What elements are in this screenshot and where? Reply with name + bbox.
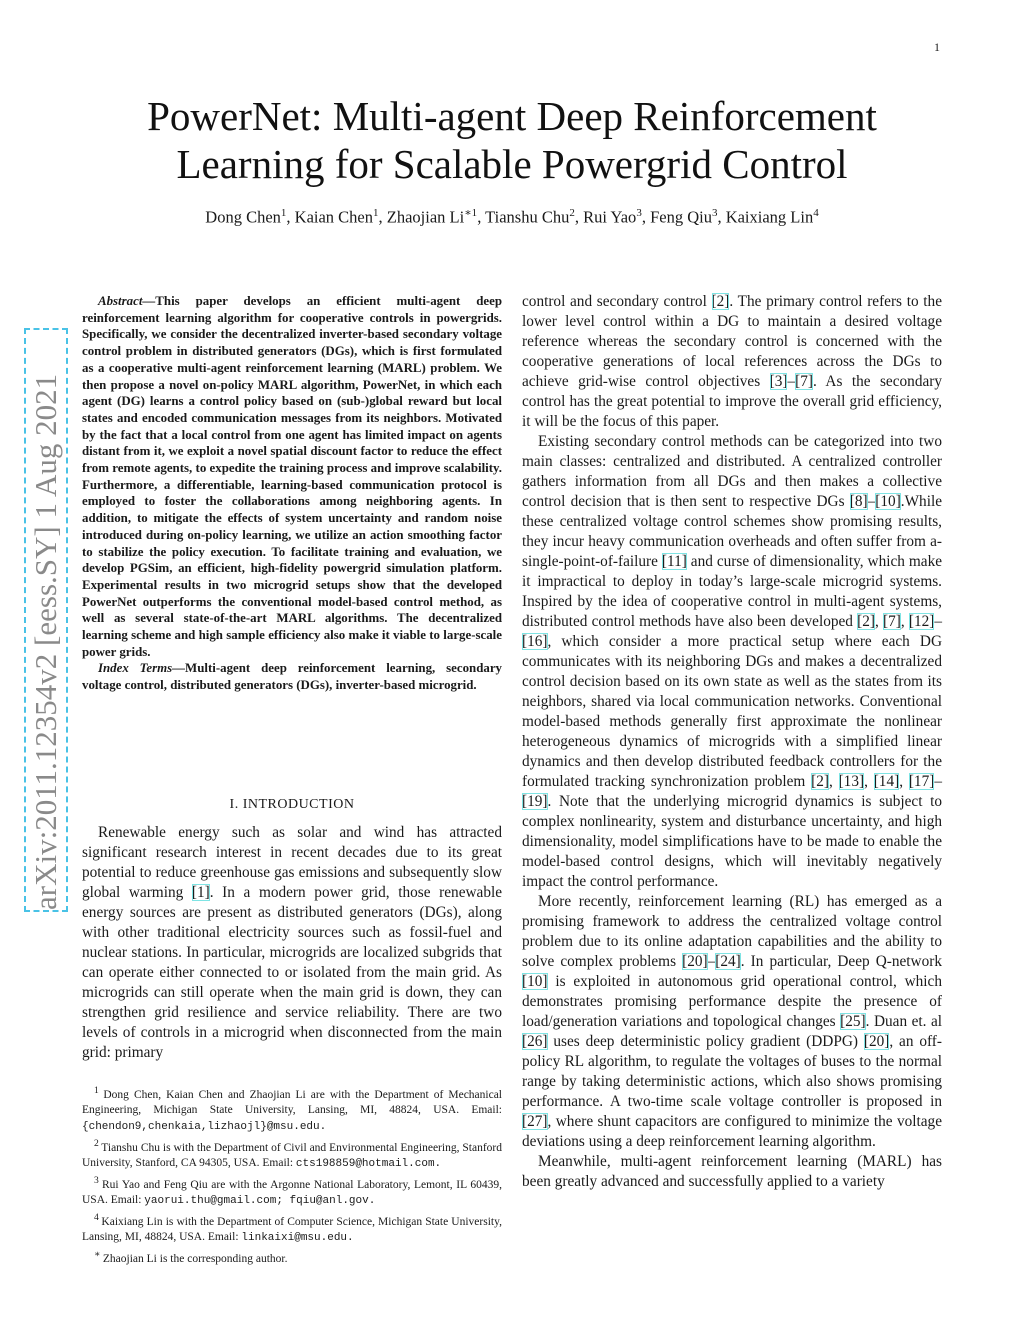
index-terms-label: Index Terms— xyxy=(98,661,186,676)
body-paragraph: More recently, reinforcement learning (RL) has emerged as a promising framework to address the centralized voltage control problem due to its online adaptation capabilities and the ability to solve complex problems [20]–[24]. In particular, Deep Q-network [10] is exploited in autonomous grid operational control, which demonstrates promising performance despite the presence of load/generation variations and topological changes [25]. Duan et. al [26] uses deep deterministic policy gradient (DDPG) [20], an off-policy RL algorithm, to regulate the voltages of buses to the normal range by taking deterministic actions, which also shows promising performance. A two-time scale voltage controller is proposed in [27], where shunt capacitors are configured to minimize the voltage deviations using a deep reinforcement learning algorithm. xyxy=(522,893,942,1150)
citation-link[interactable]: [7] xyxy=(795,373,813,390)
paper-title xyxy=(0,92,1024,188)
intro-paragraph xyxy=(82,823,502,1063)
body-paragraph: Meanwhile, multi-agent reinforcement learning (MARL) has been greatly advanced and successfully applied to a variety xyxy=(522,1153,942,1190)
footnote: $^2$ Tianshu Chu is with the Department of Civil and Environmental Engineering, Stanford University, Stanford, CA 94305, USA. Email: cts198859@hotmail.com. xyxy=(82,1137,502,1171)
citation-link[interactable]: [8] xyxy=(849,493,868,510)
section-heading: I. INTRODUCTION xyxy=(229,797,355,812)
index-terms-text: Multi-agent deep reinforcement learning, secondary voltage control, distributed generators (DGs), inverter-based microgrid. xyxy=(82,661,502,693)
citation-link[interactable]: [2] xyxy=(711,293,730,310)
body-paragraph: control and secondary control [2]. The primary control refers to the lower level control within a DG to maintain a desired voltage reference whereas the secondary control is concerned with the cooperative generations of local references across the DGs to achieve grid-wise control objectives [3]–[7]. As the secondary control has the great potential to improve the overall grid efficiency, it will be the focus of this paper. xyxy=(522,293,942,430)
citation-link[interactable]: [2] xyxy=(857,613,875,630)
author-affiliation-mark: 3 xyxy=(711,207,718,219)
abstract xyxy=(82,293,502,694)
footnote: $^4$ Kaixiang Lin is with the Department of Computer Science, Michigan State University, Lansing, MI, 48824, USA. Email: linkaixi@msu.edu. xyxy=(82,1211,502,1245)
citation-link[interactable]: [17] xyxy=(908,773,935,790)
author-name: Dong Chen xyxy=(205,207,281,227)
arxiv-identifier[interactable]: arXiv:2011.12354v2 [eess.SY] 1 Aug 2021 xyxy=(16,320,76,920)
citation-link[interactable]: [3] xyxy=(769,373,788,390)
citation-link[interactable]: [10] xyxy=(522,973,548,990)
title-line-1: PowerNet: Multi-agent Deep Reinforcement xyxy=(147,93,877,139)
page-number: 1 xyxy=(934,40,940,54)
footnote: ∗ Zhaojian Li is the corresponding author. xyxy=(94,1248,288,1265)
citation-link[interactable]: [27] xyxy=(522,1113,548,1130)
footnote-email[interactable]: {chendon9,chenkaia,lizhaojl}@msu.edu. xyxy=(82,1121,327,1134)
author-name: Kaixiang Lin xyxy=(725,207,814,227)
citation-link[interactable]: [11] xyxy=(661,553,687,570)
body-paragraph: Existing secondary control methods can be categorized into two main classes: centralized and distributed. A centralized controller gathers information from all DGs and then makes a collective control decision that is then sent to respective DGs [8]–[10].While these centralized voltage control schemes show promising results, they incur heavy communication overheads and often suffer from a-single-point-of-failure [11] and curse of dimensionality, which make it impractical to deploy in today’s large-scale microgrid systems. Inspired by the idea of cooperative control in multi-agent systems, distributed control methods have also been developed [2], [7], [12]–[16], which consider a more practical setup where each DG communicates with its neighboring DGs and makes a decentralized control decision based on its own state as well as the states from its neighbors, shared via local communication networks. Conventional model-based methods generally first approximate the nonlinear heterogeneous dynamics of microgrids with a simplified linear dynamics and then develop distributed feedback controllers for the formulated tracking synchronization problem [2], [13], [14], [17]–[19]. Note that the underlying microgrid dynamics is subject to complex nonlinearity, system and disturbance uncertainty, and high dimensionality, model simplifications have to be made to enable the model-based control designs, which will inevitably negatively impact the control performance. xyxy=(522,433,943,890)
citation-link[interactable]: [20] xyxy=(682,953,708,970)
author-affiliation-mark: ∗1 xyxy=(464,207,478,219)
citation-link[interactable]: [24] xyxy=(715,953,741,970)
citation-link[interactable]: [10] xyxy=(875,493,901,510)
author-affiliation-mark: 3 xyxy=(636,207,642,219)
abstract-label: Abstract— xyxy=(98,294,156,308)
author-list: Dong Chen$^1$, Kaian Chen$^1$, Zhaojian $Li^{∗1}$, Tianshu Chu$^2$, Rui Yao$^3$, Feng Qiu$^3$, Kaixiang Lin$^4$ xyxy=(205,207,819,227)
citation-link[interactable]: [16] xyxy=(522,633,548,650)
footnotes xyxy=(82,1083,502,1267)
citation-link[interactable]: [7] xyxy=(882,613,901,630)
citation-link[interactable]: [19] xyxy=(522,793,548,810)
author-affiliation-mark: 1 xyxy=(280,207,287,219)
citation-link[interactable]: [25] xyxy=(840,1013,866,1030)
citation-link[interactable]: [20] xyxy=(863,1033,890,1050)
intro-text: Renewable energy such as solar and wind has attracted significant research interest in recent decades due to its great potential to reduce greenhouse gas emissions and subsequently slow global warming [1]. In a modern power grid, those renewable energy sources are present as distributed generators (DGs), along with other traditional electricity sources such as fossil-fuel and nuclear stations. In particular, microgrids are localized subgrids that can operate either connected to or isolated from the main grid. As microgrids can still operate when the main grid is down, they can strengthen grid resilience and service reliability. There are two levels of controls in a microgrid when disconnected from the main grid: primary xyxy=(82,824,503,1061)
footnote-email[interactable]: cts198859@hotmail.com. xyxy=(295,1158,442,1171)
citation-link[interactable]: [1] xyxy=(191,884,210,901)
citation-link[interactable]: [13] xyxy=(838,773,865,790)
citation-link[interactable]: [26] xyxy=(522,1033,548,1050)
author-name: Tianshu Chu xyxy=(485,207,570,227)
right-column xyxy=(522,292,942,1192)
author-affiliation-mark: 1 xyxy=(373,207,379,219)
author-name: Rui Yao xyxy=(583,207,637,227)
author-name: Zhaojian Li xyxy=(386,207,465,227)
author-name: Feng Qiu xyxy=(650,207,712,227)
citation-link[interactable]: [12] xyxy=(908,613,935,630)
author-name: Kaian Chen xyxy=(294,207,374,227)
title-line-2: Learning for Scalable Powergrid Control xyxy=(176,141,848,187)
footnote-email[interactable]: linkaixi@msu.edu. xyxy=(241,1232,354,1245)
footnote: $^3$ Rui Yao and Feng Qiu are with the Argonne National Laboratory, Lemont, IL 60439, USA. Email: yaorui.thu@gmail.com; fqiu@anl.gov. xyxy=(82,1174,502,1208)
author-affiliation-mark: 4 xyxy=(813,207,819,219)
author-affiliation-mark: 2 xyxy=(569,207,575,219)
footnote-email[interactable]: yaorui.thu@gmail.com; fqiu@anl.gov. xyxy=(144,1195,376,1208)
citation-link[interactable]: [2] xyxy=(811,773,829,790)
footnote: $^1$ Dong Chen, Kaian Chen and Zhaojian Li are with the Department of Mechanical Engineering, Michigan State University, Lansing, MI, 48824, USA. Email: {chendon9,chenkaia,lizhaojl}@msu.edu. xyxy=(82,1085,503,1134)
citation-link[interactable]: [14] xyxy=(873,773,900,790)
abstract-text: This paper develops an efficient multi-agent deep reinforcement learning algorithm for cooperative controls in powergrids. Specifically, we consider the decentralized inverter-based secondary voltage control problem in distributed generators (DGs), which is first formulated as a cooperative multi-agent reinforcement learning (MARL) problem. We then propose a novel on-policy MARL algorithm, PowerNet, in which each agent (DG) learns a control policy based on (sub-)global reward but local states and encoded communication messages from its neighbors. Motivated by the fact that a local control from one agent has limited impact on agents distant from it, we exploit a novel spatial discount factor to reduce the effect from remote agents, to expedite the training process and improve scalability. Furthermore, a differentiable, learning-based communication protocol is employed to foster the collaborations among neighboring agents. In addition, to mitigate the effects of system uncertainty and random noise introduced during on-policy learning, we utilize an action smoothing factor to stabilize the policy execution. To facilitate training and evaluation, we develop PGSim, an efficient, high-fidelity powergrid simulation platform. Experimental results in two microgrid setups show that the developed PowerNet outperforms the conventional model-based control method, as well as several state-of-the-art MARL algorithms. The decentralized learning scheme and high sample efficiency also make it viable to large-scale power grids. xyxy=(82,294,502,659)
